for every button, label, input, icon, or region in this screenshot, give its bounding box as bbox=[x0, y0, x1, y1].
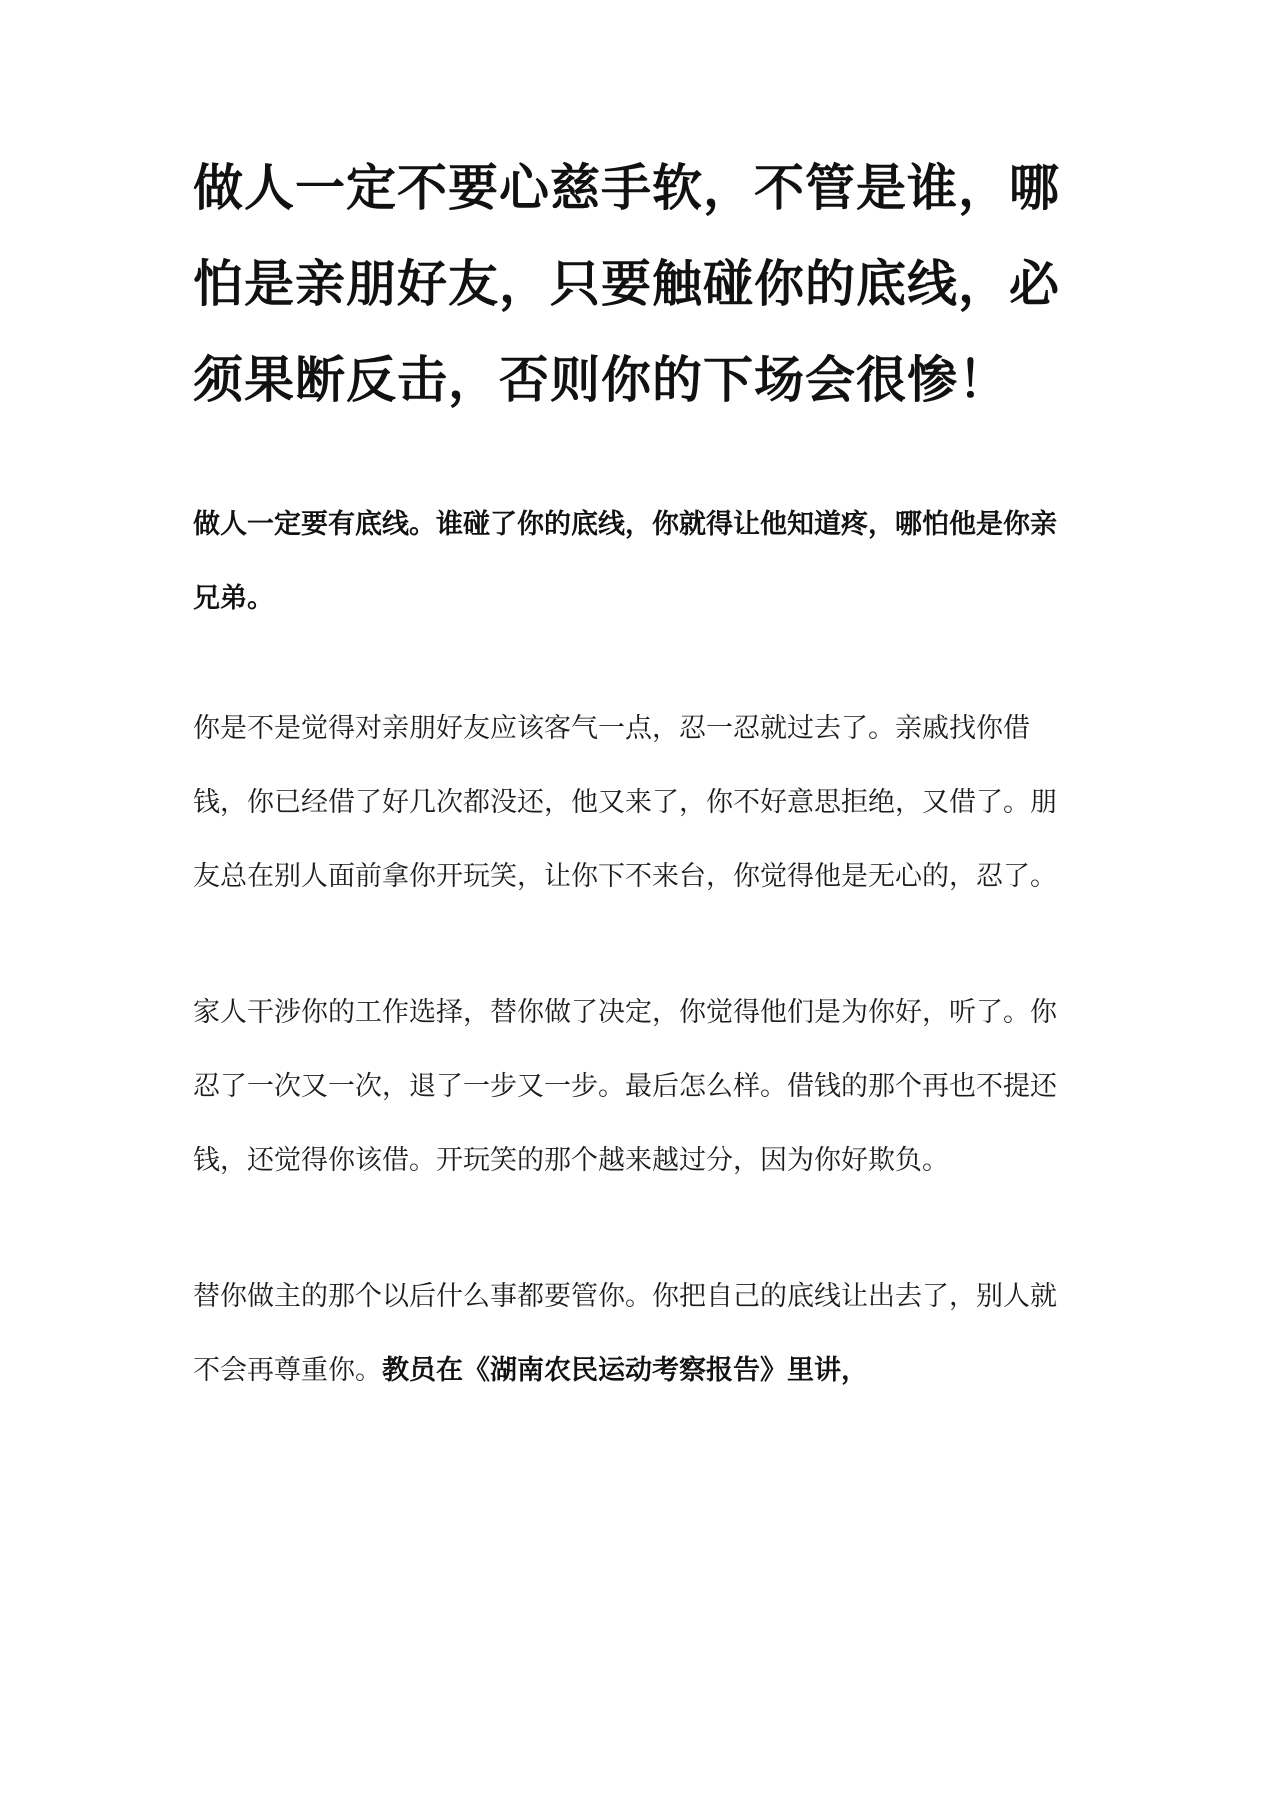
body-paragraph-3-bold-text: 教员在《湖南农民运动考察报告》里讲， bbox=[382, 1355, 868, 1386]
body-paragraph-2: 家人干涉你的工作选择，替你做了决定，你觉得他们是为你好，听了。你忍了一次又一次，退了一步又一步。最后怎么样。借钱的那个再也不提还钱，还觉得你该借。开玩笑的那个越来越过分，因为你好欺负。 bbox=[193, 997, 1057, 1176]
document-body bbox=[193, 140, 1083, 1408]
body-paragraph-3-text: 替你做主的那个以后什么事都要管你。你把自己的底线让出去了，别人就不会再尊重你。 bbox=[193, 1281, 1057, 1386]
body-paragraph-3 bbox=[193, 1260, 1083, 1408]
body-paragraph-1: 你是不是觉得对亲朋好友应该客气一点，忍一忍就过去了。亲戚找你借钱，你已经借了好几次都没还，他又来了，你不好意思拒绝，又借了。朋友总在别人面前拿你开玩笑，让你下不来台，你觉得他是无心的，忍了。 bbox=[193, 713, 1057, 892]
lead-paragraph: 做人一定要有底线。谁碰了你的底线，你就得让他知道疼，哪怕他是你亲兄弟。 bbox=[193, 509, 1057, 614]
article-title: 做人一定不要心慈手软，不管是谁，哪怕是亲朋好友，只要触碰你的底线，必须果断反击，否则你的下场会很惨！ bbox=[193, 158, 1060, 409]
